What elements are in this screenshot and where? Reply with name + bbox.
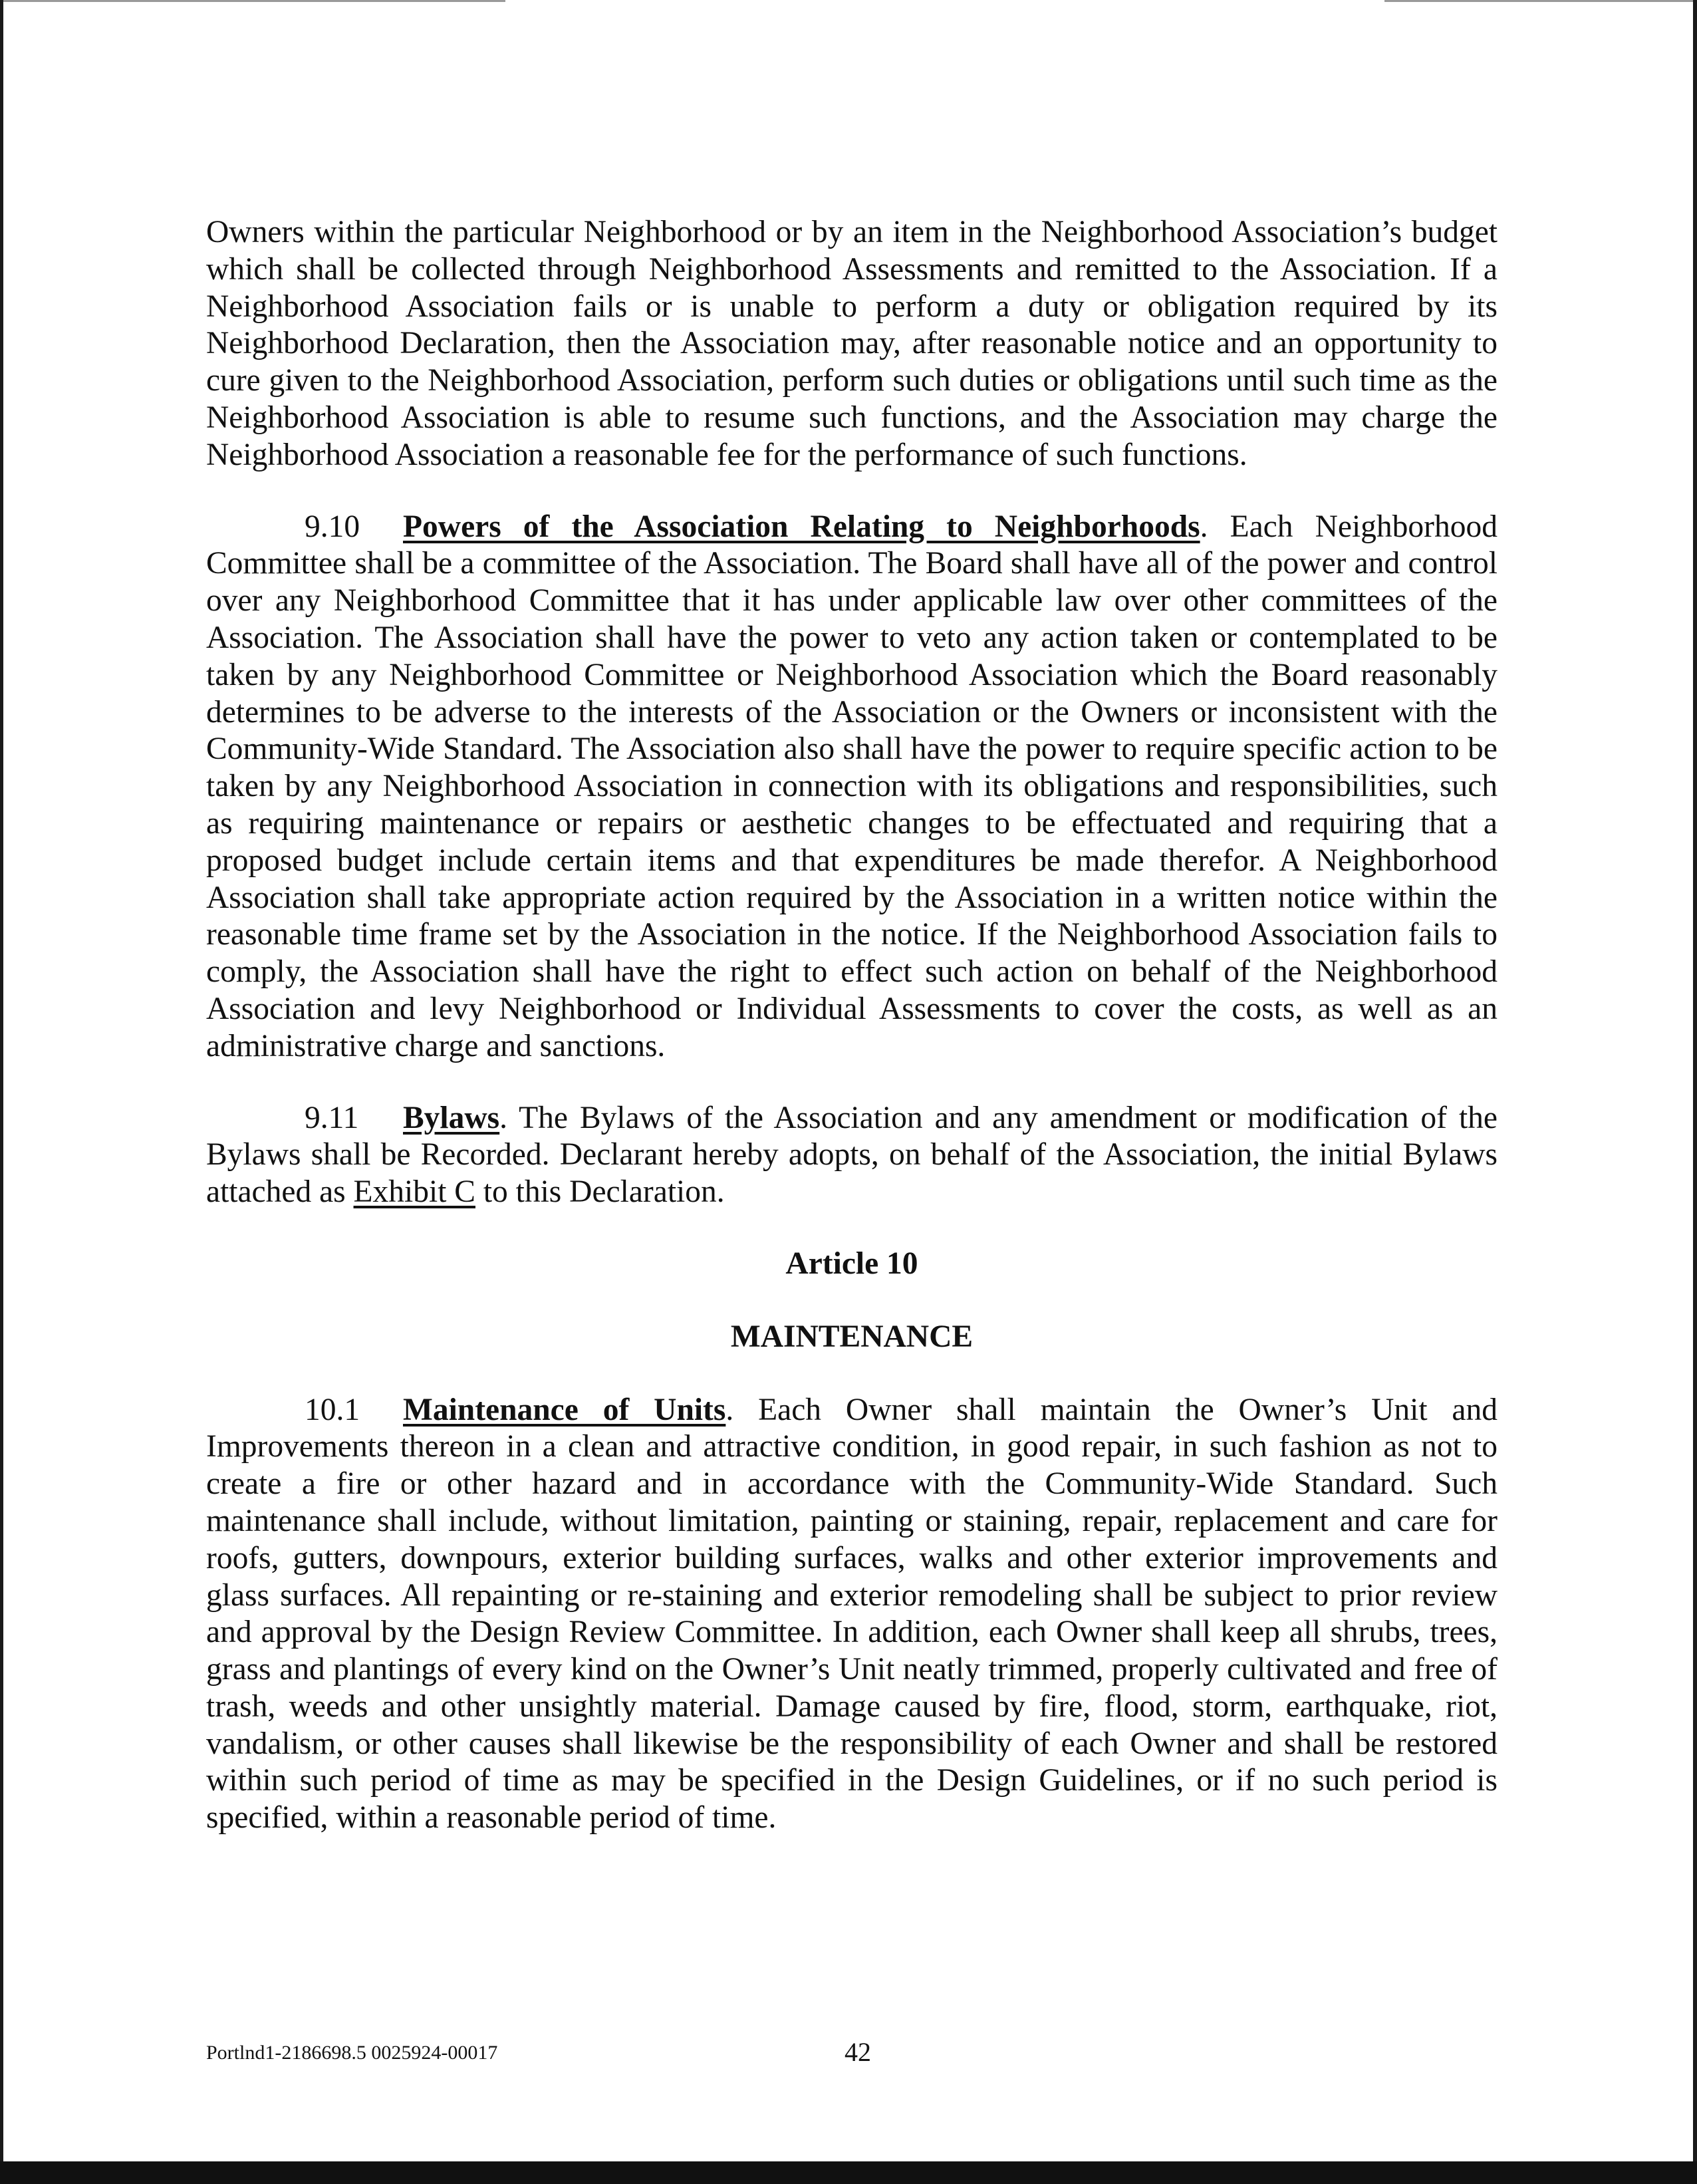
article-heading: Article 10 — [785, 1246, 918, 1281]
section-9-11-title: Bylaws — [403, 1100, 500, 1135]
section-9-10-title: Powers of the Association Relating to Neighborhoods — [403, 509, 1200, 544]
section-9-11-body-after: to this Declaration. — [475, 1174, 725, 1210]
section-9-10 — [206, 509, 1498, 1065]
continuation-paragraph: Owners within the particular Neighborhood or by an item in the Neighborhood Association’s budget which shall be collected through Neighborhood Assessments and remitted to the Association. If a Neighborhood Association fails or is unable to perform a duty or obligation required by its Neighborhood Declaration, then the Association may, after reasonable notice and an opportunity to cure given to the Neighborhood Association, perform such duties or obligations until such time as the Neighborhood Association is able to resume such functions, and the Association may charge the Neighborhood Association a reasonable fee for the performance of such functions. — [206, 215, 1498, 472]
section-9-11-body-before: . The Bylaws of the Association and any amendment or modification of the Bylaws shall be Recorded. Declarant hereby adopts, on behalf of the Association, the initial Bylaws attached as — [206, 1100, 1498, 1210]
article-title: MAINTENANCE — [730, 1319, 974, 1354]
section-9-11 — [206, 1100, 1498, 1211]
scan-edge-top-right — [1384, 0, 1697, 2]
section-9-11-number: 9.11 — [305, 1100, 359, 1135]
section-9-10-body: . Each Neighborhood Committee shall be a committee of the Association. The Board shall have all of the power and control over any Neighborhood Committee that it has under applicable law over other committees of the Association. The Association shall have the power to veto any action taken or contemplated to be taken by any Neighborhood Committee or Neighborhood Association which the Board reasonably determines to be adverse to the interests of the Association or the Owners or inconsistent with the Community-Wide Standard. The Association also shall have the power to require specific action to be taken by any Neighborhood Association in connection with its obligations and responsibilities, such as requiring maintenance or repairs or aesthetic changes to be effectuated and requiring that a proposed budget include certain items and that expenditures be made therefor. A Neighborhood Association shall take appropriate action required by the Association in a written notice within the reasonable time frame set by the Association in the notice. If the Neighborhood Association fails to comply, the Association shall have the right to effect such action on behalf of the Neighborhood Association and levy Neighborhood or Individual Assessments to cover the costs, as well as an administrative charge and sanctions. — [206, 509, 1498, 1063]
section-10-1 — [206, 1392, 1498, 1838]
footer-document-id: Portlnd1-2186698.5 0025924-00017 — [206, 2042, 498, 2064]
scan-border-left — [0, 0, 3, 2184]
section-10-1-title: Maintenance of Units — [403, 1392, 726, 1427]
section-9-10-number: 9.10 — [305, 509, 360, 544]
section-10-1-number: 10.1 — [305, 1392, 360, 1427]
scan-edge-top-left — [0, 0, 505, 2]
document-page — [206, 214, 1498, 1871]
scan-border-bottom — [0, 2161, 1697, 2184]
section-10-1-body: . Each Owner shall maintain the Owner’s Unit and Improvements thereon in a clean and attractive condition, in good repair, in such fashion as not to create a fire or other hazard and in accordance with the Community-Wide Standard. Such maintenance shall include, without limitation, painting or staining, repair, replacement and care for roofs, gutters, downpours, exterior building surfaces, walks and other exterior improvements and glass surfaces. All repainting or re-staining and exterior remodeling shall be subject to prior review and approval by the Design Review Committee. In addition, each Owner shall keep all shrubs, trees, grass and plantings of every kind on the Owner’s Unit neatly trimmed, properly cultivated and free of trash, weeds and other unsightly material. Damage caused by fire, flood, storm, earthquake, riot, vandalism, or other causes shall likewise be the responsibility of each Owner and shall be restored within such period of time as may be specified in the Design Guidelines, or if no such period is specified, within a reasonable period of time. — [206, 1392, 1498, 1836]
page-number: 42 — [845, 2037, 871, 2067]
scan-border-right — [1693, 0, 1697, 2184]
exhibit-c-reference: Exhibit C — [353, 1174, 475, 1210]
